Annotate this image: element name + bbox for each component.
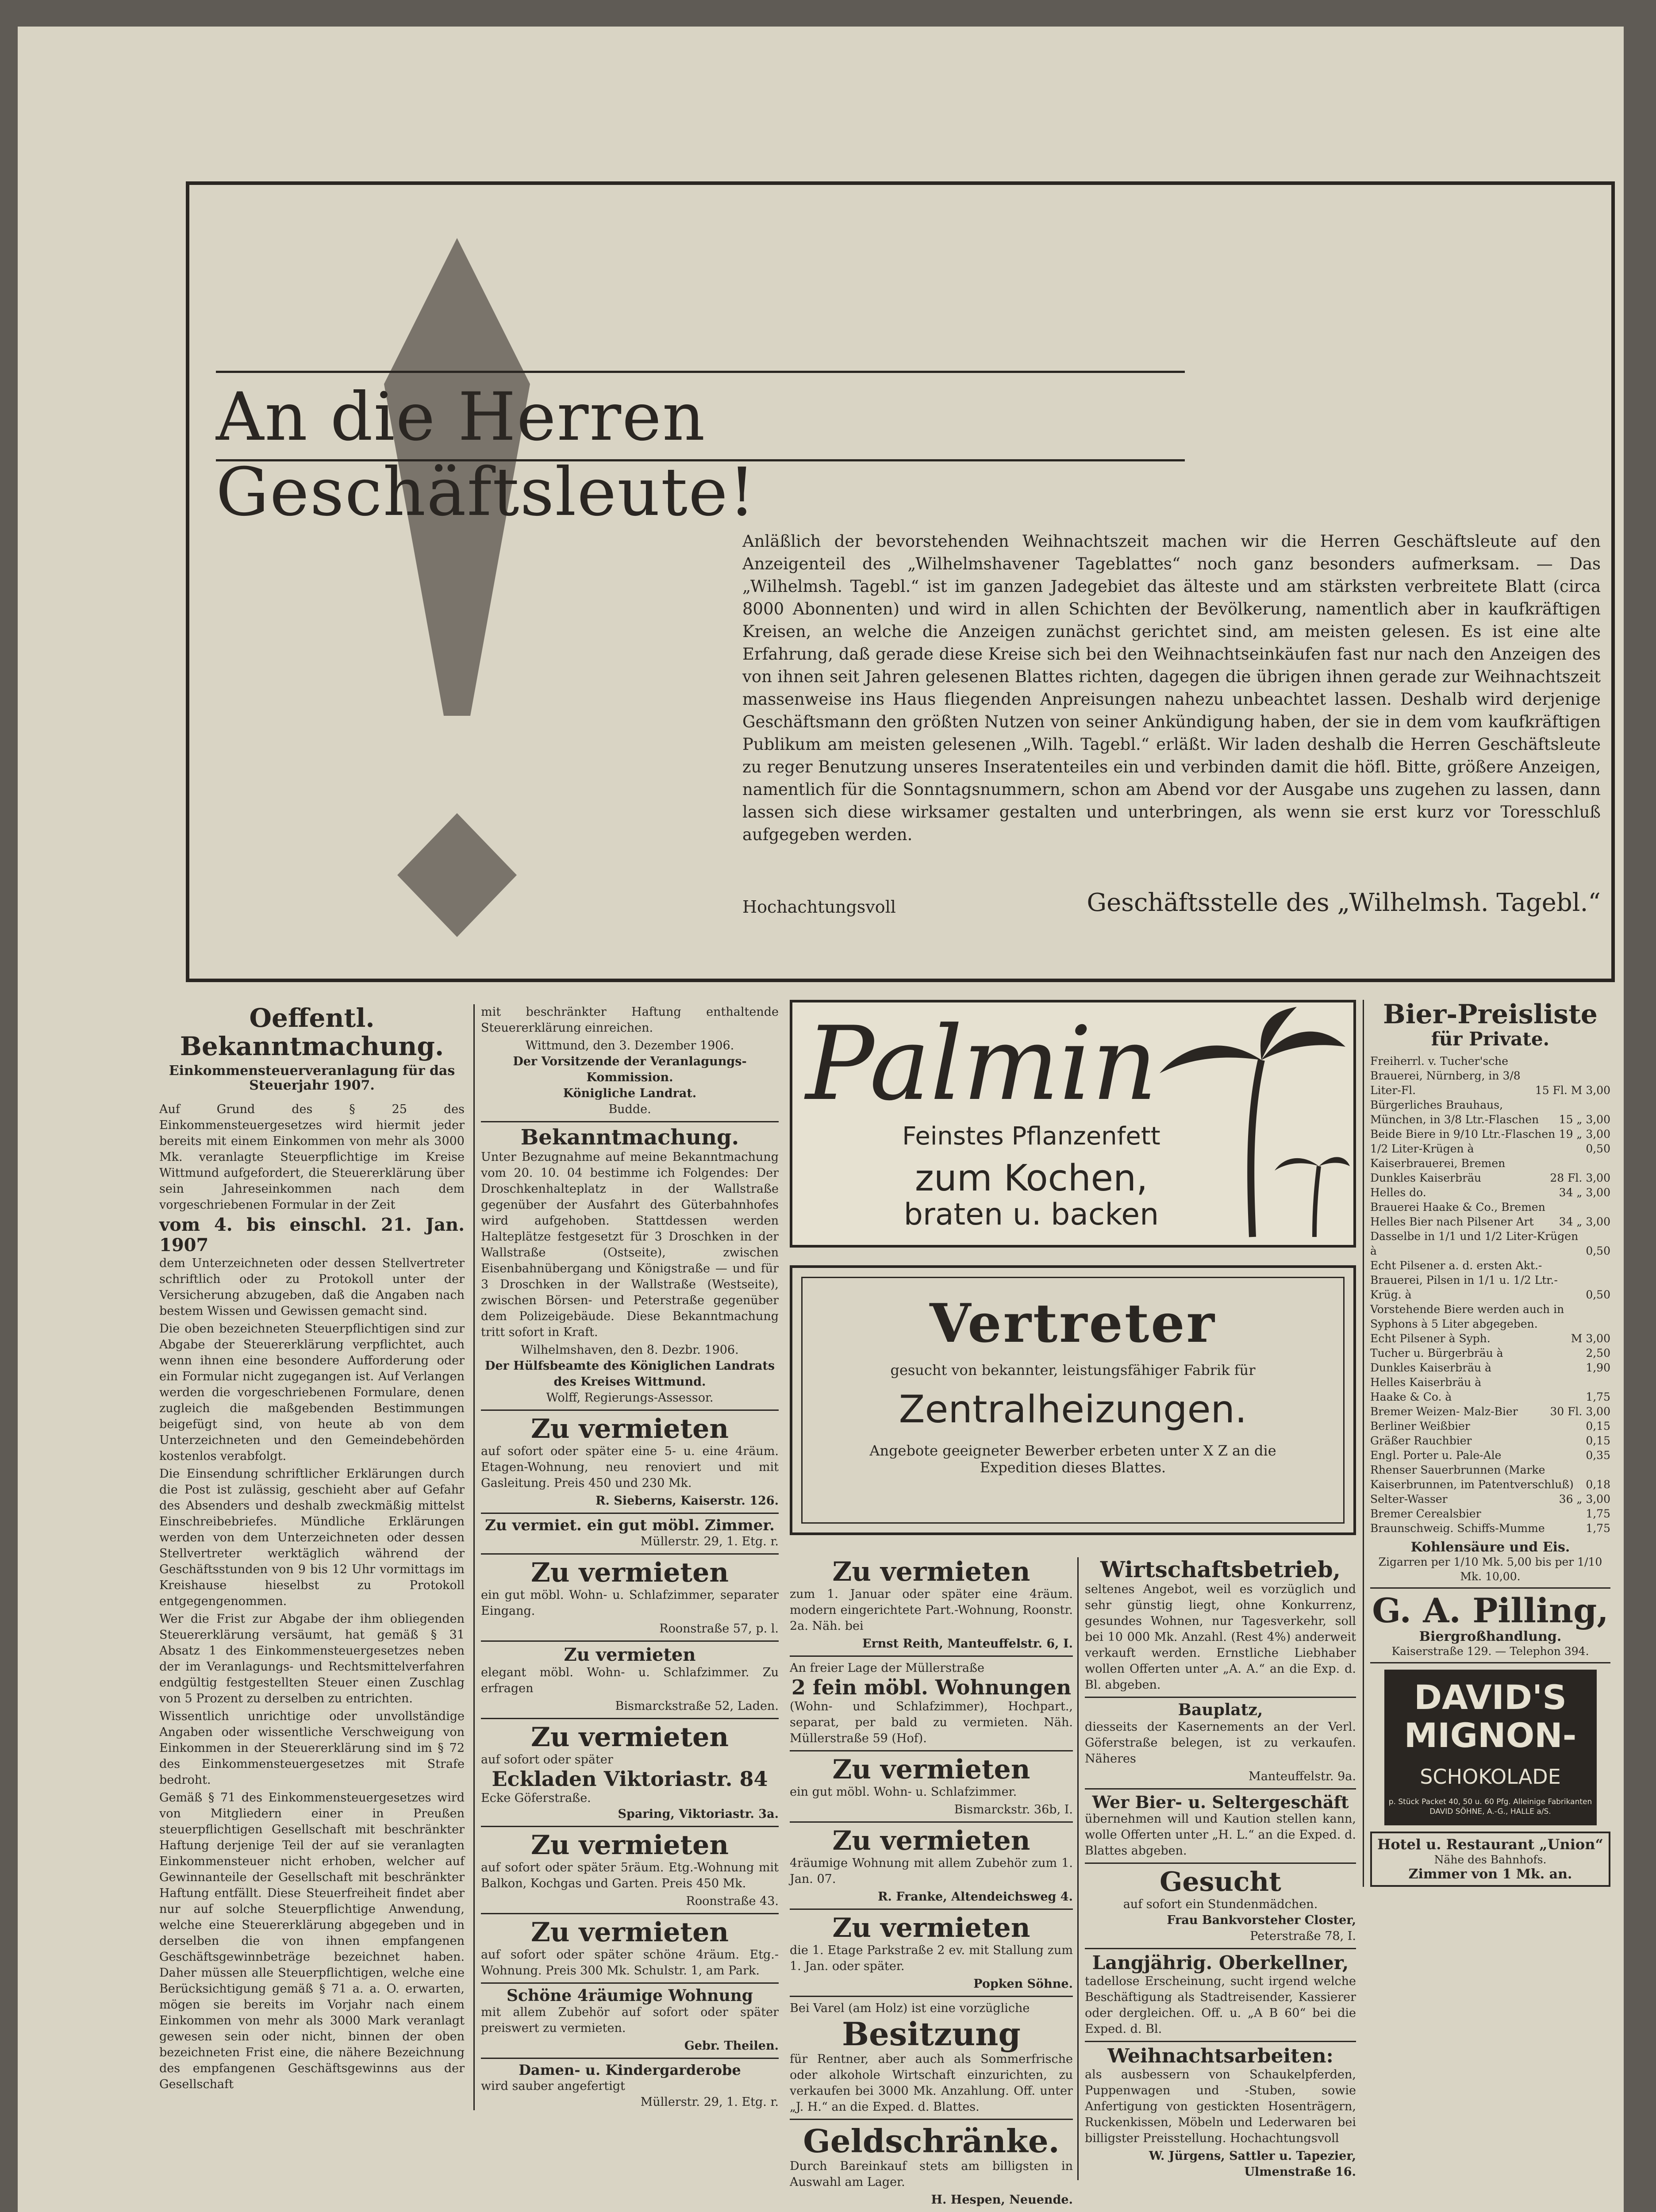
beer-item-price: 0,35	[1586, 1449, 1610, 1462]
c4-ad-5-body: tadellose Erscheinung, sucht irgend welche Beschäftigung als Stadtreisender, Kassierer oder dergleichen. Off. u. „A B 60“ bei die Exped. d. Bl.	[1085, 1974, 1356, 2036]
c4-ad-3-body: übernehmen will und Kaution stellen kann, wolle Offerten unter „H. L.“ an die Exped. d. Blattes abgeben.	[1085, 1812, 1356, 1858]
beer-price-row	[1370, 1521, 1610, 1536]
bekanntmachung-date: Wilhelmshaven, den 8. Dezbr. 1906.	[521, 1343, 739, 1357]
pilling-firm-sub: Biergroßhandlung.	[1419, 1628, 1562, 1644]
beer-price-row	[1370, 1492, 1610, 1506]
beer-price-row	[1370, 1375, 1610, 1390]
c3-ad-6-heading: Besitzung	[842, 2015, 1021, 2053]
rent-ad-7-heading: Zu vermieten	[531, 1916, 729, 1948]
column-classifieds-right	[1077, 1557, 1356, 2180]
beer-item-name: Dasselbe in 1/1 und 1/2 Liter-Krügen à	[1370, 1230, 1579, 1258]
beer-price-row	[1370, 1506, 1610, 1521]
beer-item-name: Gräßer Rauchbier	[1370, 1434, 1472, 1448]
c3-ad-7-sign: H. Hespen, Neuende.	[931, 2193, 1073, 2207]
bekanntmachung-title: Bekanntmachung.	[520, 1125, 739, 1150]
c4-ad-2-body: diesseits der Kasernements an der Verl. Göferstraße belegen, ist zu verkaufen. Näheres	[1085, 1720, 1356, 1766]
vertreter-advertisement	[790, 1265, 1356, 1535]
hotel-price: Zimmer von 1 Mk. an.	[1408, 1866, 1572, 1882]
kohlensaeure-line: Kohlensäure und Eis.	[1410, 1540, 1570, 1555]
beer-item-price: 36 „ 3,00	[1559, 1493, 1610, 1506]
c4-ad-6-heading: Weihnachtsarbeiten:	[1107, 2044, 1333, 2067]
rent-ad-7-body: auf sofort oder später schöne 4räum. Etg.-Wohnung. Preis 300 Mk. Schulstr. 1, am Park.	[481, 1947, 779, 1978]
top-ad-closing: Hochachtungsvoll	[742, 897, 896, 917]
c3-ad-2-body: (Wohn- und Schlafzimmer), Hochpart., separat, per bald zu vermieten. Näh. Müllerstraße 59 (Hof).	[790, 1699, 1073, 1745]
notice-place-date: Wittmund, den 3. Dezember 1906.	[525, 1039, 734, 1052]
beer-item-price: 0,50	[1586, 1244, 1610, 1258]
beer-item-name: Bremer Weizen- Malz-Bier	[1370, 1405, 1518, 1418]
pilling-firm-name: G. A. Pilling,	[1372, 1591, 1609, 1631]
notice-paragraph-2: dem Unterzeichneten oder dessen Stellvertreter schriftlich oder zu Protokoll unter der Versicherung abzugeben, daß die Angaben nach bestem Wissen und Gewissen gemacht sind.	[159, 1256, 465, 1318]
exclamation-mark-graphic	[384, 238, 530, 946]
davids-line-2: MIGNON-	[1404, 1715, 1577, 1755]
davids-line-3: SCHOKOLADE	[1420, 1764, 1561, 1789]
c3-ad-6-body: für Rentner, aber auch als Sommerfrische oder alkohole Wirtschaft einzurichten, zu verkaufen bei 3000 Mk. Anzahlung. Off. unter „J. H.“ an die Exped. d. Blattes.	[790, 2052, 1073, 2114]
c3-ad-3-body: ein gut möbl. Wohn- u. Schlafzimmer.	[790, 1785, 1017, 1799]
beer-item-price: 2,50	[1586, 1347, 1610, 1360]
notice-title: Oeffentl. Bekanntmachung.	[180, 1003, 444, 1061]
garderobe-ad-body: wird sauber angefertigt	[481, 2079, 625, 2093]
rent-ad-8-heading: Schöne 4räumige Wohnung	[507, 1986, 753, 2005]
beer-item-name: Berliner Weißbier	[1370, 1420, 1470, 1433]
rent-ad-8-sign: Gebr. Theilen.	[684, 2039, 779, 2053]
headline-rule-top	[216, 371, 1185, 373]
rent-ad-8-body: mit allem Zubehör auf sofort oder später preiswert zu vermieten.	[481, 2005, 779, 2035]
beer-item-price: 1,75	[1586, 1390, 1610, 1404]
c4-ad-6-address: Ulmenstraße 16.	[1244, 2165, 1356, 2179]
rent-ad-2-heading: Zu vermiet. ein gut möbl. Zimmer.	[485, 1516, 775, 1534]
beer-price-row	[1370, 1156, 1610, 1185]
notice-subtitle: Einkommensteuerveranlagung für das Steuerjahr 1907.	[169, 1063, 455, 1093]
exclamation-top	[384, 238, 530, 384]
beer-item-name: Braunschweig. Schiffs-Mumme	[1370, 1522, 1545, 1535]
rent-ad-4-body: elegant möbl. Wohn- u. Schlafzimmer. Zu erfragen	[481, 1666, 779, 1696]
exclamation-dot	[397, 813, 517, 937]
bekanntmachung-body: Unter Bezugnahme auf meine Bekanntmachung vom 20. 10. 04 bestimme ich Folgendes: Der Droschkenhalteplatz in der Wallstraße gegenüber der Ausfahrt des Güterbahnhofes wird aufgehoben. Stattdessen werden Halteplätze festgesetzt für 3 Droschken in der Wallstraße (Ostseite), zwischen Eisenbahnübergang und Königstraße — und für 3 Droschken in der Wallstraße (Westseite), zwischen Börsen- und Peterstraße gegenüber dem Polizeigebäude. Diese Bekanntmachung tritt sofort in Kraft.	[481, 1150, 779, 1339]
c3-ad-2-heading: 2 fein möbl. Wohnungen	[791, 1675, 1072, 1699]
top-ad-signature: Geschäftsstelle des „Wilhelmsh. Tagebl.“	[1087, 888, 1601, 917]
beer-price-row	[1370, 1390, 1610, 1404]
c3-ad-3-address: Bismarckstr. 36b, I.	[954, 1802, 1073, 1816]
top-ad-body: Anläßlich der bevorstehenden Weihnachtszeit machen wir die Herren Geschäftsleute auf den Anzeigenteil des „Wilhelmshavener Tageblattes“ noch ganz besonders aufmerksam. — Das „Wilhelmsh. Tagebl.“ ist im ganzen Jadegebiet das älteste und am stärksten verbreitete Blatt (circa 8000 Abonnenten) und wird in allen Schichten der Bevölkerung, namentlich aber in kaufkräftigen Kreisen, an welche die Anzeigen zunächst gerichtet sind, am meisten gelesen. Es ist eine alte Erfahrung, daß gerade diese Kreise sich bei den Weihnachtseinkäufen fast nur nach den Anzeigen des von ihnen seit Jahren gelesenen Blattes richten, dagegen die übrigen ihnen gerade zur Weihnachtszeit massenweise ins Haus fliegenden Anpreisungen nahezu unbeachtet lassen. Deshalb wird derjenige Geschäftsmann den größten Nutzen von seiner Ankündigung haben, der sie in dem vom kaufkräftigen Publikum am meisten gelesenen „Wilh. Tagebl.“ erläßt. Wir laden deshalb die Herren Geschäftsleute zu reger Benutzung unseres Inseratenteiles ein und verbinden damit die höfl. Bitte, größere Anzeigen, namentlich für die Sonntagsnummern, schon am Abend vor der Ausgabe uns zugehen zu lassen, dann lassen sich diese wirksamer gestalten und unterbringen, als wenn sie erst kurz vor Toresschluß aufgegeben werden.	[742, 532, 1601, 844]
beer-price-row	[1370, 1360, 1610, 1375]
column-classifieds-middle	[790, 1557, 1073, 2208]
beer-item-name: Dunkles Kaiserbräu à	[1370, 1361, 1491, 1375]
c3-ad-3-heading: Zu vermieten	[832, 1754, 1030, 1785]
beer-item-name: Echt Pilsener a. d. ersten Akt.-Brauerei, Pilsen in 1/1 u. 1/2 Ltr.-Krüg. à	[1370, 1259, 1558, 1302]
c4-ad-6-body: als ausbessern von Schaukelpferden, Puppenwagen und -Stuben, sowie Anfertigung von gestickten Hosenträgern, Ruckenkissen, Möbeln und Lederwaren bei billigster Preisstellung. Hochachtungsvoll	[1085, 2067, 1356, 2145]
top-advertisement-frame	[186, 181, 1615, 982]
beer-item-price: 0,18	[1586, 1478, 1610, 1491]
zigarren-line: Zigarren per 1/10 Mk. 5,00 bis per 1/10 Mk. 10,00.	[1378, 1555, 1602, 1583]
beer-price-row	[1370, 1258, 1610, 1302]
rent-ad-5-body: Ecke Göferstraße.	[481, 1791, 591, 1805]
beer-item-price: 15 „ 3,00	[1559, 1113, 1610, 1126]
beer-item-name: Rhenser Sauerbrunnen (Marke Kaiserbrunnen, im Patentverschluß)	[1370, 1463, 1574, 1491]
rent-ad-1-body: auf sofort oder später eine 5- u. eine 4räum. Etagen-Wohnung, neu renoviert und mit Gasleitung. Preis 450 und 230 Mk.	[481, 1444, 779, 1490]
beer-list-title: Bier-Preisliste	[1383, 999, 1598, 1030]
davids-line-1: DAVID'S	[1414, 1677, 1567, 1717]
rent-ad-1-sign: R. Sieberns, Kaiserstr. 126.	[596, 1494, 779, 1508]
c3-ad-7-heading: Geldschränke.	[803, 2122, 1060, 2160]
beer-item-name: Selter-Wasser	[1370, 1493, 1448, 1506]
beer-item-name: Echt Pilsener à Syph.	[1370, 1332, 1491, 1345]
beer-item-name: Bremer Cerealsbier	[1370, 1507, 1481, 1521]
notice-date-line: vom 4. bis einschl. 21. Jan. 1907	[159, 1214, 465, 1256]
palmin-line-1: Feinstes Pflanzenfett	[902, 1122, 1160, 1151]
rent-ad-5-heading: Zu vermieten	[531, 1722, 729, 1753]
rent-ad-5-big: Eckladen Viktoriastr. 84	[492, 1767, 768, 1791]
palmin-logo: Palmin	[806, 1005, 1157, 1123]
vertreter-line-2: Angebote geeigneter Bewerber erbeten unter X Z an die Expedition dieses Blattes.	[869, 1442, 1276, 1476]
bekanntmachung-signer: Der Hülfsbeamte des Königlichen Landrats des Kreises Wittmund.	[484, 1359, 775, 1389]
rent-ad-3-address: Roonstraße 57, p. l.	[659, 1622, 779, 1636]
beer-price-row	[1370, 1302, 1610, 1331]
notice-paragraph-7: Gemäß § 71 des Einkommensteuergesetzes wird von Mitgliedern einer in Preußen steuerpflichtigen Gesellschaft mit beschränkter Haftung derjenige Teil der auf sie veranlagten Einkommensteuer nicht erhoben, welcher auf Gewinnanteile der Gesellschaft mit beschränkter Haftung entfällt. Diese Steuerfreiheit findet aber nur auf solche Steuerpflichtige Anwendung, welche eine Steuererklärung abgegeben und in derselben die von ihnen empfangenen Geschäftsgewinnbeträge bezeichnet haben. Daher müssen alle Steuerpflichtigen, welche eine Berücksichtigung gemäß § 71 a. a. O. erwarten, mögen sie bereits im Vorjahr nach einem Einkommen von mehr als 3000 Mark veranlagt gewesen sein oder nicht, binnen der oben bezeichneten Frist eine, die nähere Bezeichnung des empfangenen Geschäftsgewinns aus der Gesellschaft	[159, 1790, 465, 2091]
bekanntmachung-name: Wolff, Regierungs-Assessor.	[546, 1390, 714, 1405]
rent-ad-2-address: Müllerstr. 29, 1. Etg. r.	[640, 1535, 779, 1549]
c4-ad-1-heading: Wirtschaftsbetrieb,	[1100, 1556, 1341, 1582]
vertreter-heading: Vertreter	[930, 1292, 1216, 1355]
rent-ad-4-heading: Zu vermieten	[564, 1644, 696, 1666]
beer-price-row	[1370, 1331, 1610, 1346]
c3-ad-6-pre: Bei Varel (am Holz) ist eine vorzügliche	[790, 2001, 1030, 2015]
c3-ad-1-sign: Ernst Reith, Manteuffelstr. 6, I.	[862, 1637, 1073, 1651]
hotel-heading: Hotel u. Restaurant „Union“	[1377, 1836, 1603, 1853]
beer-item-price: M 3,00	[1571, 1332, 1610, 1345]
davids-mignon-ad	[1384, 1670, 1597, 1825]
beer-item-price: 1,90	[1586, 1361, 1610, 1375]
c3-ad-5-heading: Zu vermieten	[832, 1912, 1030, 1943]
rent-ad-6-body: auf sofort oder später 5räum. Etg.-Wohnung mit Balkon, Kochgas und Garten. Preis 450 Mk.	[481, 1860, 779, 1890]
rent-ad-3-body: ein gut möbl. Wohn- u. Schlafzimmer, separater Eingang.	[481, 1588, 779, 1618]
beer-list-subtitle: für Private.	[1431, 1028, 1550, 1050]
beer-item-price: 34 „ 3,00	[1559, 1186, 1610, 1199]
beer-price-items	[1370, 1054, 1610, 1536]
top-ad-headline: An die Herren Geschäftsleute!	[216, 379, 757, 531]
notice-continuation: mit beschränkter Haftung enthaltende Steuererklärung einreichen.	[481, 1005, 779, 1035]
c4-ad-2-heading: Bauplatz,	[1178, 1701, 1263, 1719]
beer-item-price: 34 „ 3,00	[1559, 1215, 1610, 1229]
c3-ad-7-body: Durch Bareinkauf stets am billigsten in Auswahl am Lager.	[790, 2159, 1073, 2189]
rent-ad-3-heading: Zu vermieten	[531, 1557, 729, 1589]
c3-ad-5-sign: Popken Söhne.	[973, 1977, 1073, 1991]
vertreter-big-line: Zentralheizungen.	[899, 1387, 1247, 1432]
beer-item-price: 15 Fl. M 3,00	[1535, 1084, 1610, 1097]
beer-item-name: Engl. Porter u. Pale-Ale	[1370, 1449, 1502, 1462]
c3-ad-5-body: die 1. Etage Parkstraße 2 ev. mit Stallung zum 1. Jan. oder später.	[790, 1943, 1073, 1973]
rent-ad-6-address: Roonstraße 43.	[686, 1894, 779, 1908]
beer-item-name: Helles Kaiserbräu à	[1370, 1376, 1482, 1389]
c4-ad-5-heading: Langjährig. Oberkellner,	[1092, 1952, 1349, 1974]
beer-item-name: 1/2 Liter-Krügen à	[1370, 1142, 1474, 1156]
notice-paragraph-3: Die oben bezeichneten Steuerpflichtigen sind zur Abgabe der Steuererklärung verpflichtet, auch wenn ihnen eine besondere Aufforderung oder ein Formular nicht zugegangen ist. Auf Verlangen werden die vorgeschriebenen Formulare, denen zugleich die maßgebenden Bestimmungen beigefügt sind, von heute ab von dem Unterzeichneten und den Gemeindebehörden kostenlos verabfolgt.	[159, 1321, 465, 1463]
c4-ad-4-sign: Frau Bankvorsteher Closter,	[1167, 1913, 1356, 1928]
c4-ad-1-body: seltenes Angebot, weil es vorzüglich und sehr günstig liegt, ohne Konkurrenz, gesundes Wohnen, nur Tagesverkehr, soll bei 10 000 Mk. Anzahl. (Rest 4%) anderweit verkauft werden. Ernstliche Liebhaber wollen Offerten unter „A. A.“ an die Exp. d. Bl. abgeben.	[1085, 1582, 1356, 1692]
beer-item-price: 1,75	[1586, 1522, 1610, 1535]
beer-price-row	[1370, 1054, 1610, 1098]
c4-ad-4-heading: Gesucht	[1160, 1866, 1281, 1898]
davids-small-print: p. Stück Packet 40, 50 u. 60 Pfg. Alleinige Fabrikanten DAVID SÖHNE, A.-G., HALLE a/S.	[1388, 1797, 1592, 1816]
beer-item-price: 30 Fl. 3,00	[1550, 1405, 1610, 1418]
column-classifieds-left	[473, 1004, 779, 2110]
c4-ad-3-heading: Wer Bier- u. Seltergeschäft	[1092, 1792, 1349, 1812]
rent-ad-1-heading: Zu vermieten	[531, 1413, 729, 1444]
garderobe-ad-heading: Damen- u. Kindergarderobe	[519, 2062, 741, 2079]
beer-item-price: 0,15	[1586, 1420, 1610, 1433]
notice-paragraph-1: Auf Grund des § 25 des Einkommensteuergesetzes wird hiermit jeder bereits mit einem Einkommen von mehr als 3000 Mk. veranlagte Steuerpflichtige im Kreise Wittmund aufgefordert, die Steuererklärung über sein Jahreseinkommen nach dem vorgeschriebenen Formular in der Zeit	[159, 1102, 465, 1212]
c4-ad-4-body: auf sofort ein Stundenmädchen.	[1123, 1897, 1318, 1912]
notice-signer-2: Königliche Landrat.	[563, 1087, 697, 1100]
c4-ad-6-sign: W. Jürgens, Sattler u. Tapezier,	[1149, 2149, 1356, 2163]
rent-ad-5-sign: Sparing, Viktoriastr. 3a.	[618, 1807, 779, 1821]
c4-ad-2-address: Manteuffelstr. 9a.	[1249, 1769, 1356, 1783]
notice-paragraph-5: Wer die Frist zur Abgabe der ihm obliegenden Steuererklärung versäumt, hat gemäß § 31 Absatz 1 des Einkommensteuergesetzes neben der im Veranlagungs- und Rechtsmittelverfahren endgültig festgestellten Steuer einen Zuschlag von 5 Prozent zu derselben zu entrichten.	[159, 1612, 465, 1705]
c3-ad-1-body: zum 1. Januar oder später eine 4räum. modern eingerichtete Part.-Wohnung, Roonstr. 2a. Näh. bei	[790, 1587, 1073, 1633]
beer-item-price: 0,50	[1586, 1288, 1610, 1302]
beer-price-row	[1370, 1346, 1610, 1360]
beer-price-row	[1370, 1448, 1610, 1463]
hotel-union-ad	[1370, 1832, 1610, 1887]
beer-price-row	[1370, 1463, 1610, 1492]
beer-item-price: 0,15	[1586, 1434, 1610, 1448]
headline-rule-bottom	[216, 459, 1185, 461]
palmin-advertisement	[790, 1000, 1356, 1248]
vertreter-line-1: gesucht von bekannter, leistungsfähiger Fabrik für	[890, 1362, 1256, 1379]
beer-price-row	[1370, 1200, 1610, 1229]
beer-item-name: Haake & Co. à	[1370, 1390, 1452, 1404]
column-official-notice	[159, 1004, 465, 2094]
c4-ad-4-address: Peterstraße 78, I.	[1250, 1929, 1356, 1943]
palmin-line-2: zum Kochen,	[914, 1157, 1148, 1199]
c3-ad-1-heading: Zu vermieten	[832, 1556, 1030, 1587]
beer-item-name: Helles do.	[1370, 1186, 1426, 1199]
column-beer-price-list	[1363, 1000, 1610, 1887]
beer-price-row	[1370, 1229, 1610, 1258]
beer-item-name: Beide Biere in 9/10 Ltr.-Flaschen	[1370, 1128, 1556, 1141]
notice-signer-1: Der Vorsitzende der Veranlagungs-Kommission.	[513, 1055, 747, 1084]
c3-ad-2-pre: An freier Lage der Müllerstraße	[790, 1661, 984, 1675]
hotel-body: Nähe des Bahnhofs.	[1434, 1853, 1547, 1866]
beer-item-name: Freiherrl. v. Tucher'sche Brauerei, Nürnberg, in 3/8 Liter-Fl.	[1370, 1055, 1521, 1097]
rent-ad-4-address: Bismarckstraße 52, Laden.	[615, 1699, 779, 1713]
beer-item-name: Brauerei Haake & Co., Bremen Helles Bier nach Pilsener Art	[1370, 1201, 1545, 1229]
garderobe-ad-address: Müllerstr. 29, 1. Etg. r.	[640, 2095, 779, 2109]
rent-ad-5-sub: auf sofort oder später	[481, 1753, 613, 1767]
vertreter-inner-frame	[801, 1277, 1345, 1524]
notice-signer-3: Budde.	[608, 1102, 651, 1116]
beer-price-row	[1370, 1127, 1610, 1141]
pilling-firm-address: Kaiserstraße 129. — Telephon 394.	[1391, 1644, 1589, 1658]
beer-price-row	[1370, 1419, 1610, 1433]
beer-price-row	[1370, 1141, 1610, 1156]
notice-paragraph-4: Die Einsendung schriftlicher Erklärungen durch die Post ist zulässig, geschieht aber auf Gefahr des Absenders und deshalb zweckmäßig mittelst Einschreibebriefes. Mündliche Erklärungen werden von dem Unterzeichneten oder dessen Stellvertreter werktäglich während der Geschäftsstunden von 9 bis 12 Uhr vormittags im Kreishause hieselbst zu Protokoll entgegengenommen.	[159, 1467, 465, 1608]
beer-item-price: 19 „ 3,00	[1559, 1128, 1610, 1141]
notice-paragraph-6: Wissentlich unrichtige oder unvollständige Angaben oder wissentliche Verschweigung von Einkommen in der Steuererklärung sind im § 72 des Einkommensteuergesetzes mit Strafe bedroht.	[159, 1709, 465, 1787]
beer-item-name: Bürgerliches Brauhaus, München, in 3/8 Ltr.-Flaschen	[1370, 1098, 1539, 1126]
beer-price-row	[1370, 1185, 1610, 1200]
rent-ad-6-heading: Zu vermieten	[531, 1829, 729, 1861]
beer-item-price: 1,75	[1586, 1507, 1610, 1521]
beer-item-name: Kaiserbrauerei, Bremen Dunkles Kaiserbräu	[1370, 1157, 1506, 1185]
beer-item-price: 28 Fl. 3,00	[1550, 1171, 1610, 1185]
c3-ad-4-heading: Zu vermieten	[832, 1825, 1030, 1856]
newspaper-page	[18, 27, 1624, 2212]
beer-item-name: Tucher u. Bürgerbräu à	[1370, 1347, 1503, 1360]
beer-item-name: Vorstehende Biere werden auch in Syphons à 5 Liter abgegeben.	[1370, 1303, 1564, 1331]
beer-item-price: 0,50	[1586, 1142, 1610, 1156]
beer-price-row	[1370, 1404, 1610, 1419]
c3-ad-4-sign: R. Franke, Altendeichsweg 4.	[878, 1889, 1073, 1904]
beer-price-row	[1370, 1098, 1610, 1127]
c3-ad-4-body: 4räumige Wohnung mit allem Zubehör zum 1. Jan. 07.	[790, 1856, 1073, 1886]
beer-price-row	[1370, 1433, 1610, 1448]
palmin-line-3: braten u. backen	[903, 1197, 1159, 1232]
